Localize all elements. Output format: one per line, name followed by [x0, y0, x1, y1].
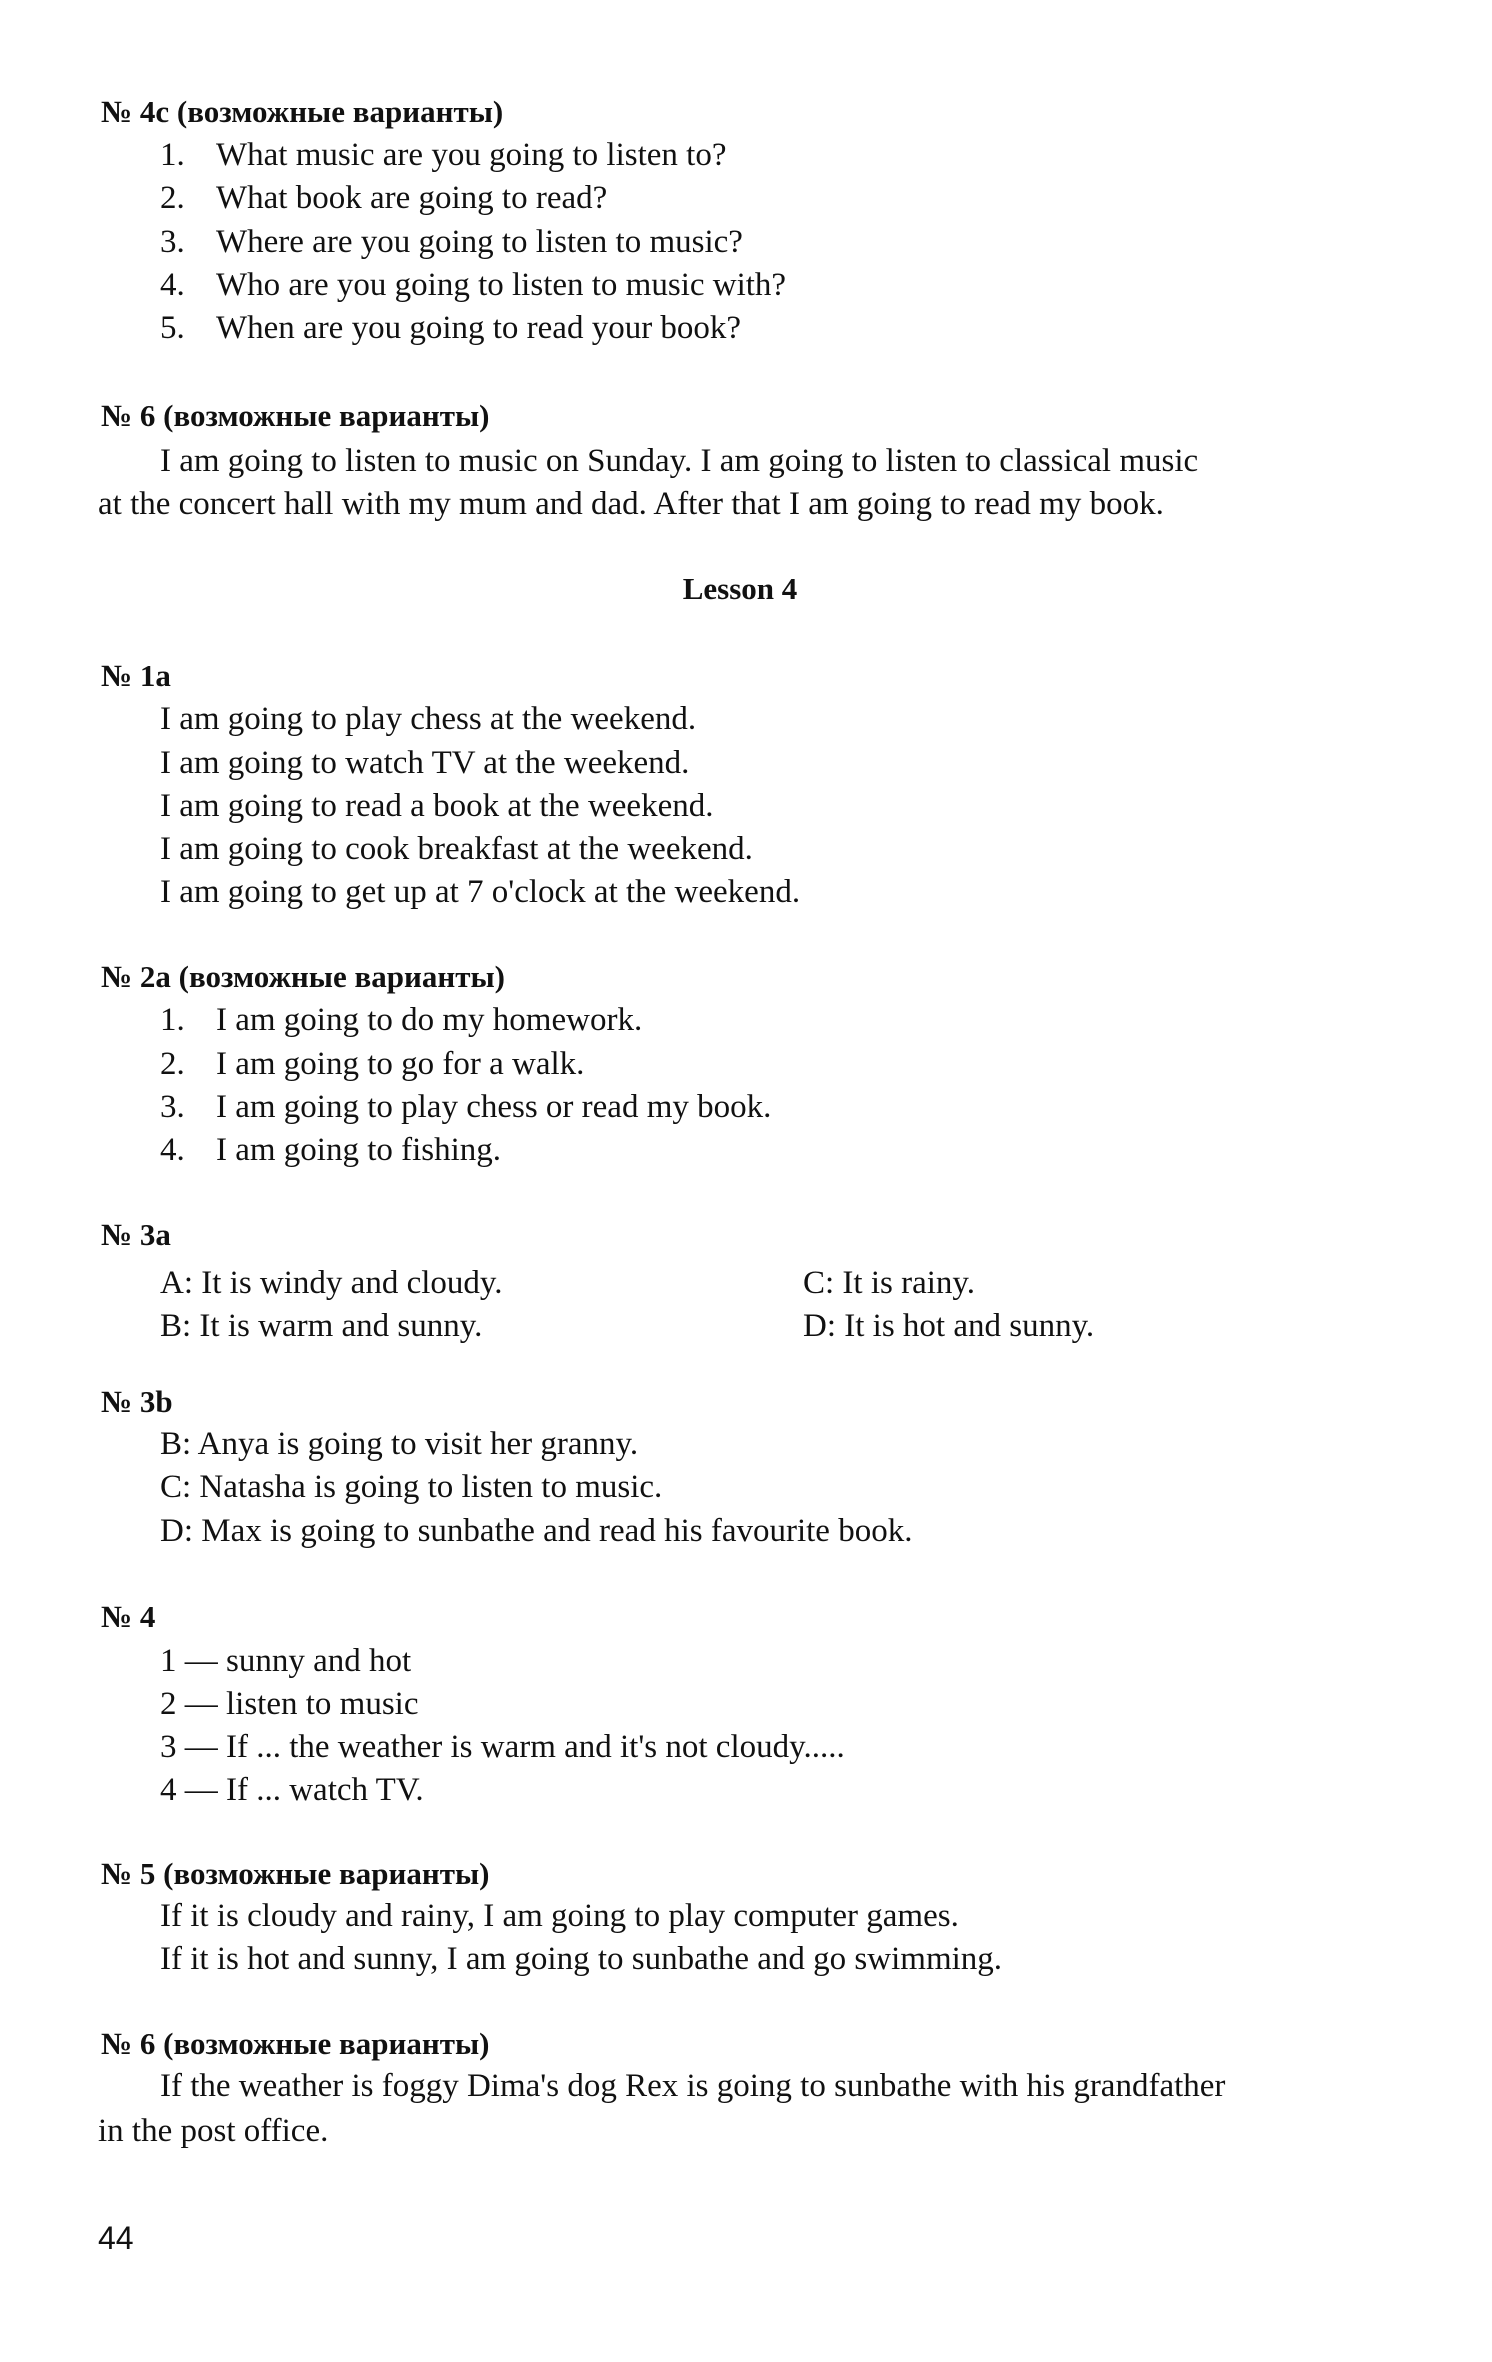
paragraph-line: If the weather is foggy Dima's dog Rex is going to sunbathe with his grandfather: [160, 2068, 1226, 2104]
item-text: I am going to go for a walk.: [216, 1046, 585, 1082]
section-1a-heading: № 1a: [101, 658, 171, 693]
paragraph-line: I am going to listen to music on Sunday. I am going to listen to classical music: [160, 443, 1199, 479]
answer-a: A: It is windy and cloudy.: [160, 1265, 503, 1301]
text-line: 2 — listen to music: [160, 1686, 419, 1722]
text-line: If it is cloudy and rainy, I am going to play computer games.: [160, 1898, 959, 1934]
answer-d: D: It is hot and sunny.: [803, 1308, 1095, 1344]
item-number: 3.: [160, 1089, 185, 1125]
section-3b-heading: № 3b: [101, 1384, 173, 1419]
text-line: B: Anya is going to visit her granny.: [160, 1426, 639, 1462]
answer-c: C: It is rainy.: [803, 1265, 976, 1301]
answer-b: B: It is warm and sunny.: [160, 1308, 483, 1344]
item-number: 5.: [160, 310, 185, 346]
item-text: I am going to play chess or read my book.: [216, 1089, 772, 1125]
item-number: 1.: [160, 1002, 185, 1038]
text-line: 1 — sunny and hot: [160, 1643, 412, 1679]
item-text: When are you going to read your book?: [216, 310, 742, 346]
section-6-heading: № 6 (возможные варианты): [101, 398, 490, 433]
text-line: I am going to cook breakfast at the weekend.: [160, 831, 753, 867]
item-text: What music are you going to listen to?: [216, 137, 727, 173]
item-number: 4.: [160, 267, 185, 303]
text-line: D: Max is going to sunbathe and read his favourite book.: [160, 1513, 913, 1549]
text-line: 3 — If ... the weather is warm and it's not cloudy.....: [160, 1729, 845, 1765]
item-number: 1.: [160, 137, 185, 173]
text-line: I am going to watch TV at the weekend.: [160, 745, 690, 781]
item-text: I am going to fishing.: [216, 1132, 502, 1168]
item-text: Where are you going to listen to music?: [216, 224, 743, 260]
item-number: 2.: [160, 180, 185, 216]
item-number: 2.: [160, 1046, 185, 1082]
section-3a-heading: № 3a: [101, 1217, 171, 1252]
section-5-heading: № 5 (возможные варианты): [101, 1856, 490, 1891]
item-number: 3.: [160, 224, 185, 260]
item-text: What book are going to read?: [216, 180, 608, 216]
section-4-heading: № 4: [101, 1599, 156, 1634]
text-line: C: Natasha is going to listen to music.: [160, 1469, 663, 1505]
section-2a-heading: № 2a (возможные варианты): [101, 959, 505, 994]
section-6b-heading: № 6 (возможные варианты): [101, 2026, 490, 2061]
item-text: Who are you going to listen to music with?: [216, 267, 787, 303]
lesson-title: Lesson 4: [682, 571, 798, 606]
paragraph-line: at the concert hall with my mum and dad. After that I am going to read my book.: [98, 486, 1164, 522]
page-number: 44: [98, 2220, 134, 2256]
text-line: 4 — If ... watch TV.: [160, 1772, 424, 1808]
text-line: I am going to get up at 7 o'clock at the weekend.: [160, 874, 801, 910]
paragraph-line: in the post office.: [98, 2113, 329, 2149]
item-number: 4.: [160, 1132, 185, 1168]
item-text: I am going to do my homework.: [216, 1002, 643, 1038]
text-line: If it is hot and sunny, I am going to sunbathe and go swimming.: [160, 1941, 1003, 1977]
section-4c-heading: № 4c (возможные варианты): [101, 94, 504, 129]
text-line: I am going to read a book at the weekend.: [160, 788, 714, 824]
text-line: I am going to play chess at the weekend.: [160, 701, 697, 737]
